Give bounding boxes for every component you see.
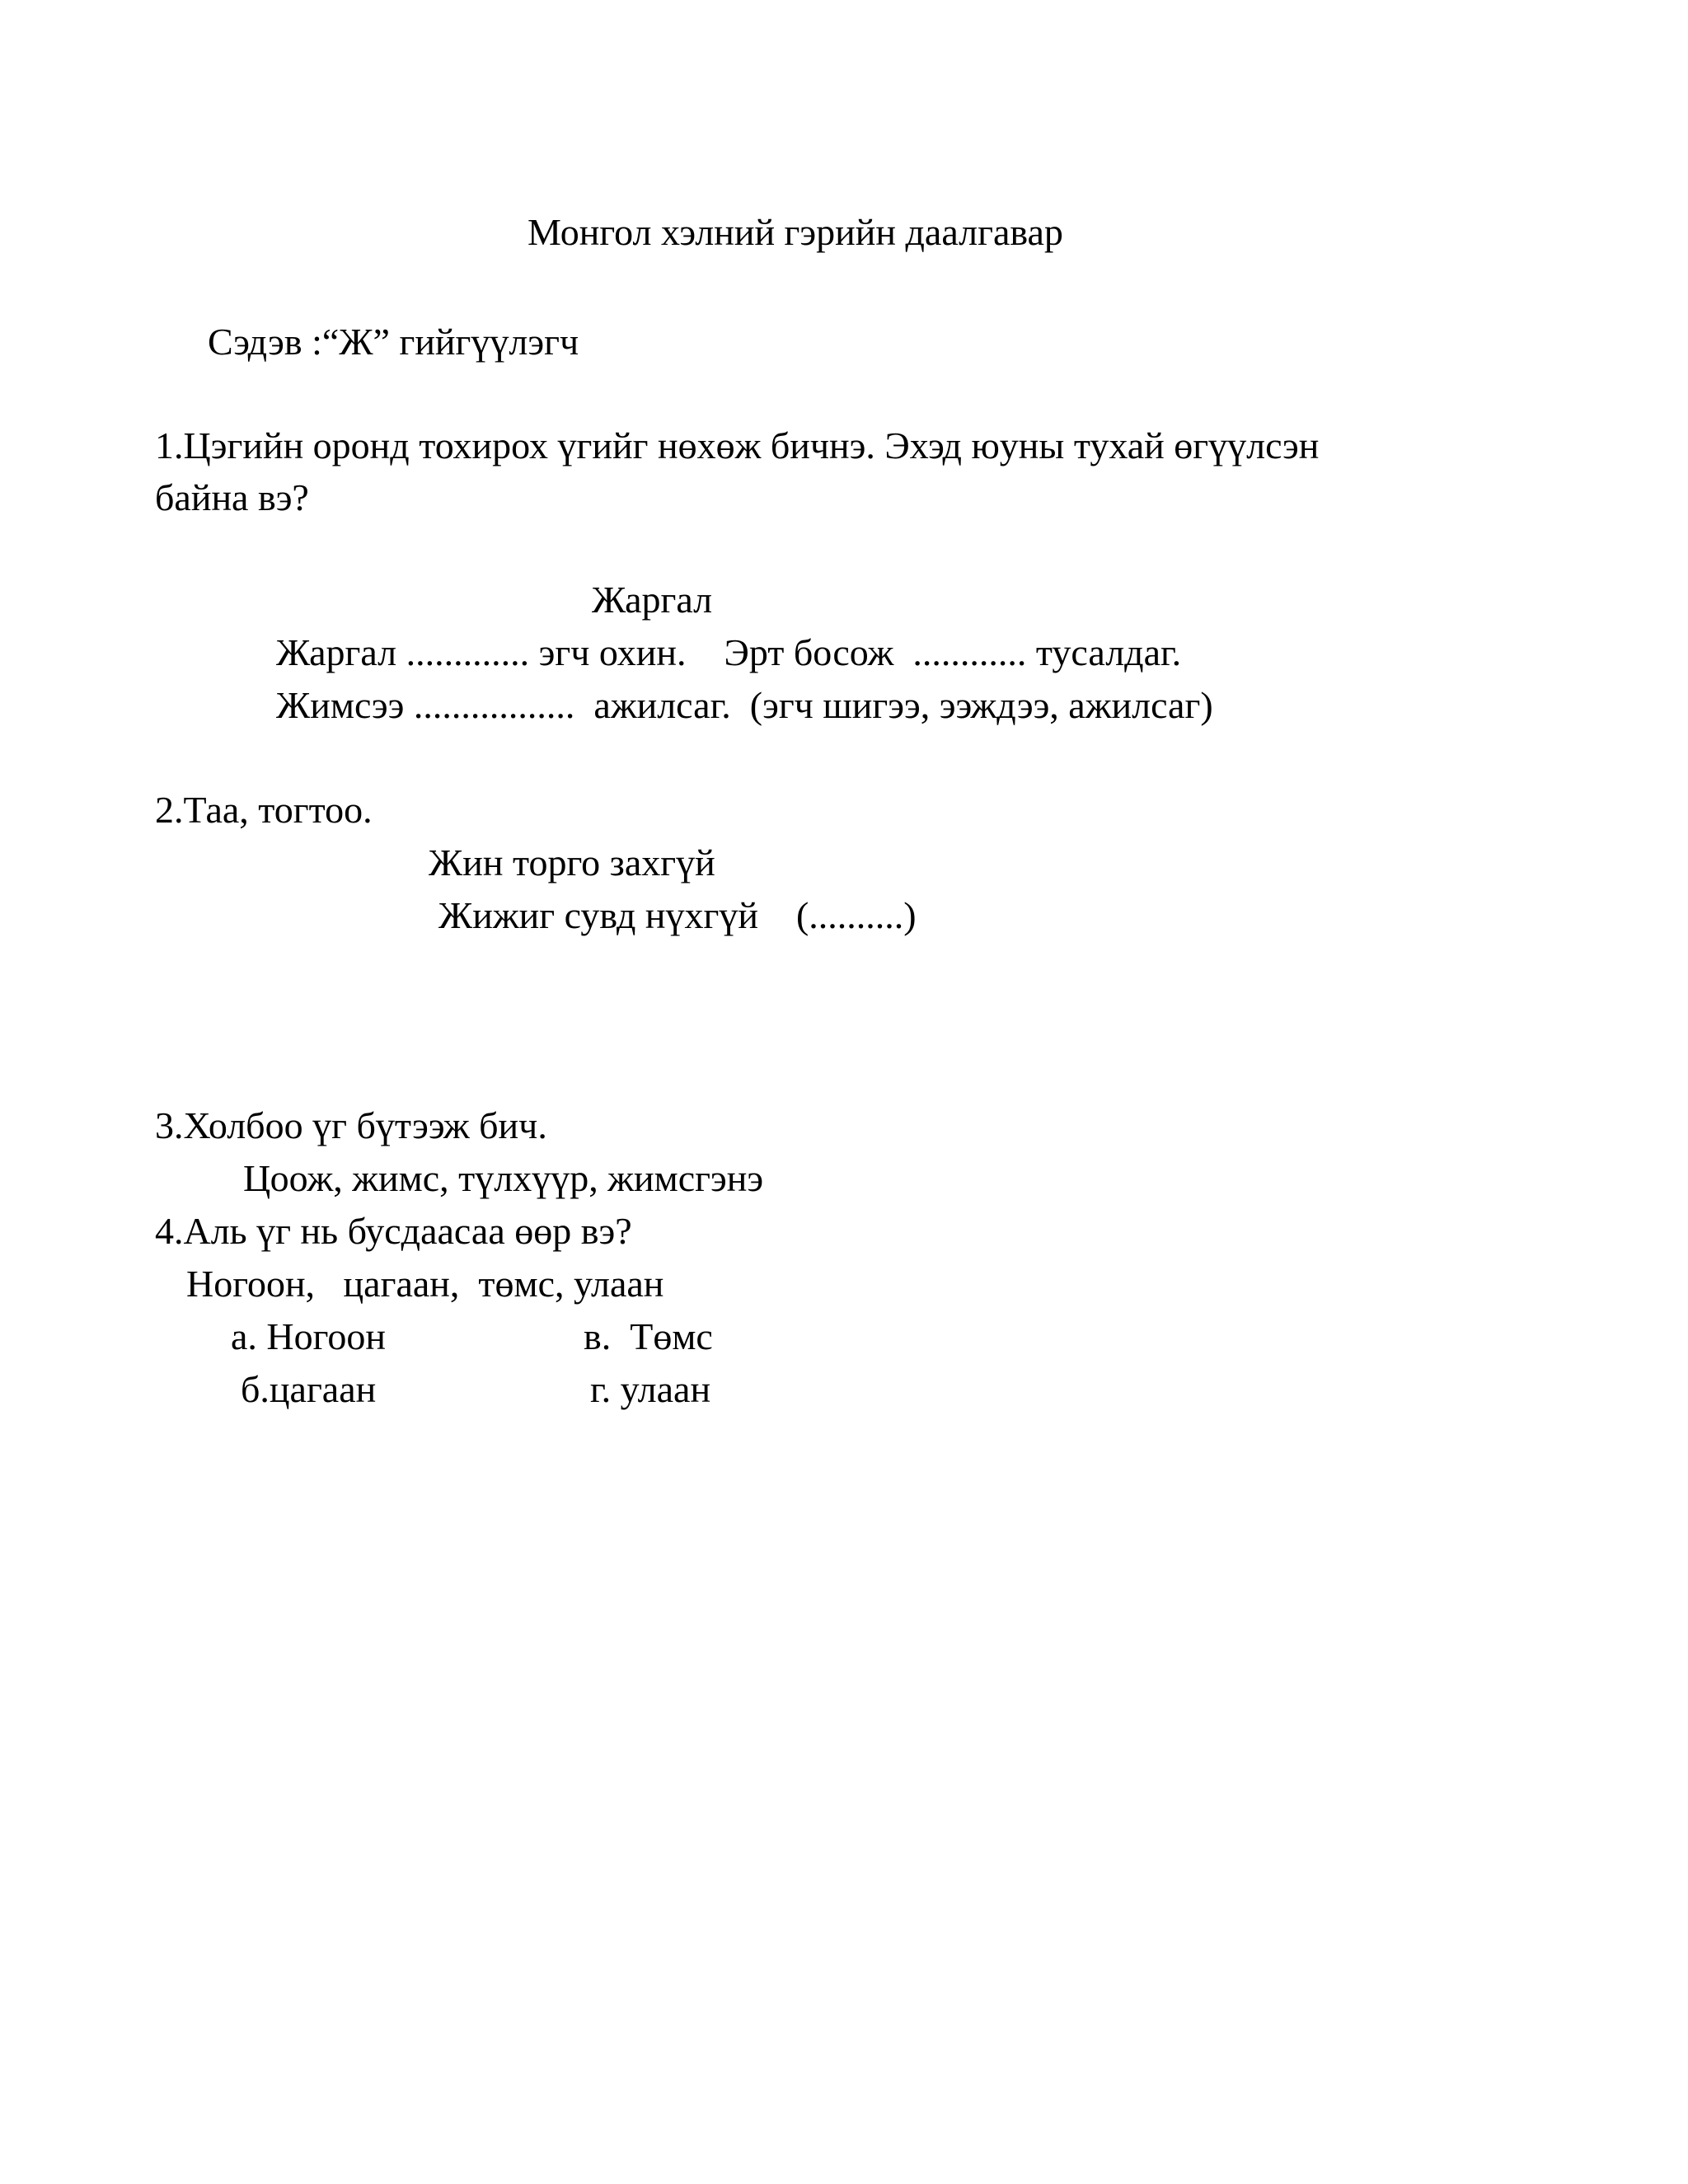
story-line-2: Жимсээ ................. ажилсаг. (эгч шигээ, ээждээ, ажилсаг) bbox=[276, 684, 1213, 726]
option-a: а. Ногоон bbox=[231, 1315, 386, 1357]
question3-prompt: 3.Холбоо үг бүтээж бич. bbox=[155, 1104, 547, 1146]
option-b: б.цагаан bbox=[241, 1368, 377, 1410]
page-title: Монгол хэлний гэрийн даалгавар bbox=[528, 211, 1063, 253]
question4-words: Ногоон, цагаан, төмс, улаан bbox=[186, 1263, 664, 1305]
riddle-line-2: Жижиг сувд нүхгүй (..........) bbox=[438, 894, 917, 936]
option-g: г. улаан bbox=[590, 1368, 711, 1410]
story-title: Жаргал bbox=[592, 579, 713, 621]
question1-prompt-line1: 1.Цэгийн оронд тохирох үгийг нөхөж бичнэ. Эхэд юуны тухай өгүүлсэн bbox=[155, 424, 1320, 466]
question2-prompt: 2.Таа, тогтоо. bbox=[155, 789, 373, 831]
question1-prompt-line2: байна вэ? bbox=[155, 476, 309, 518]
story-line-1: Жаргал ............. эгч охин. Эрт босож ............ тусалдаг. bbox=[276, 631, 1182, 673]
option-v: в. Төмс bbox=[584, 1315, 713, 1357]
question3-words: Цоож, жимс, түлхүүр, жимсгэнэ bbox=[243, 1157, 764, 1199]
riddle-line-1: Жин торго захгүй bbox=[429, 841, 715, 883]
question4-prompt: 4.Аль үг нь бусдаасаа өөр вэ? bbox=[155, 1210, 632, 1252]
topic-line: Сэдэв :“Ж” гийгүүлэгч bbox=[208, 321, 579, 363]
